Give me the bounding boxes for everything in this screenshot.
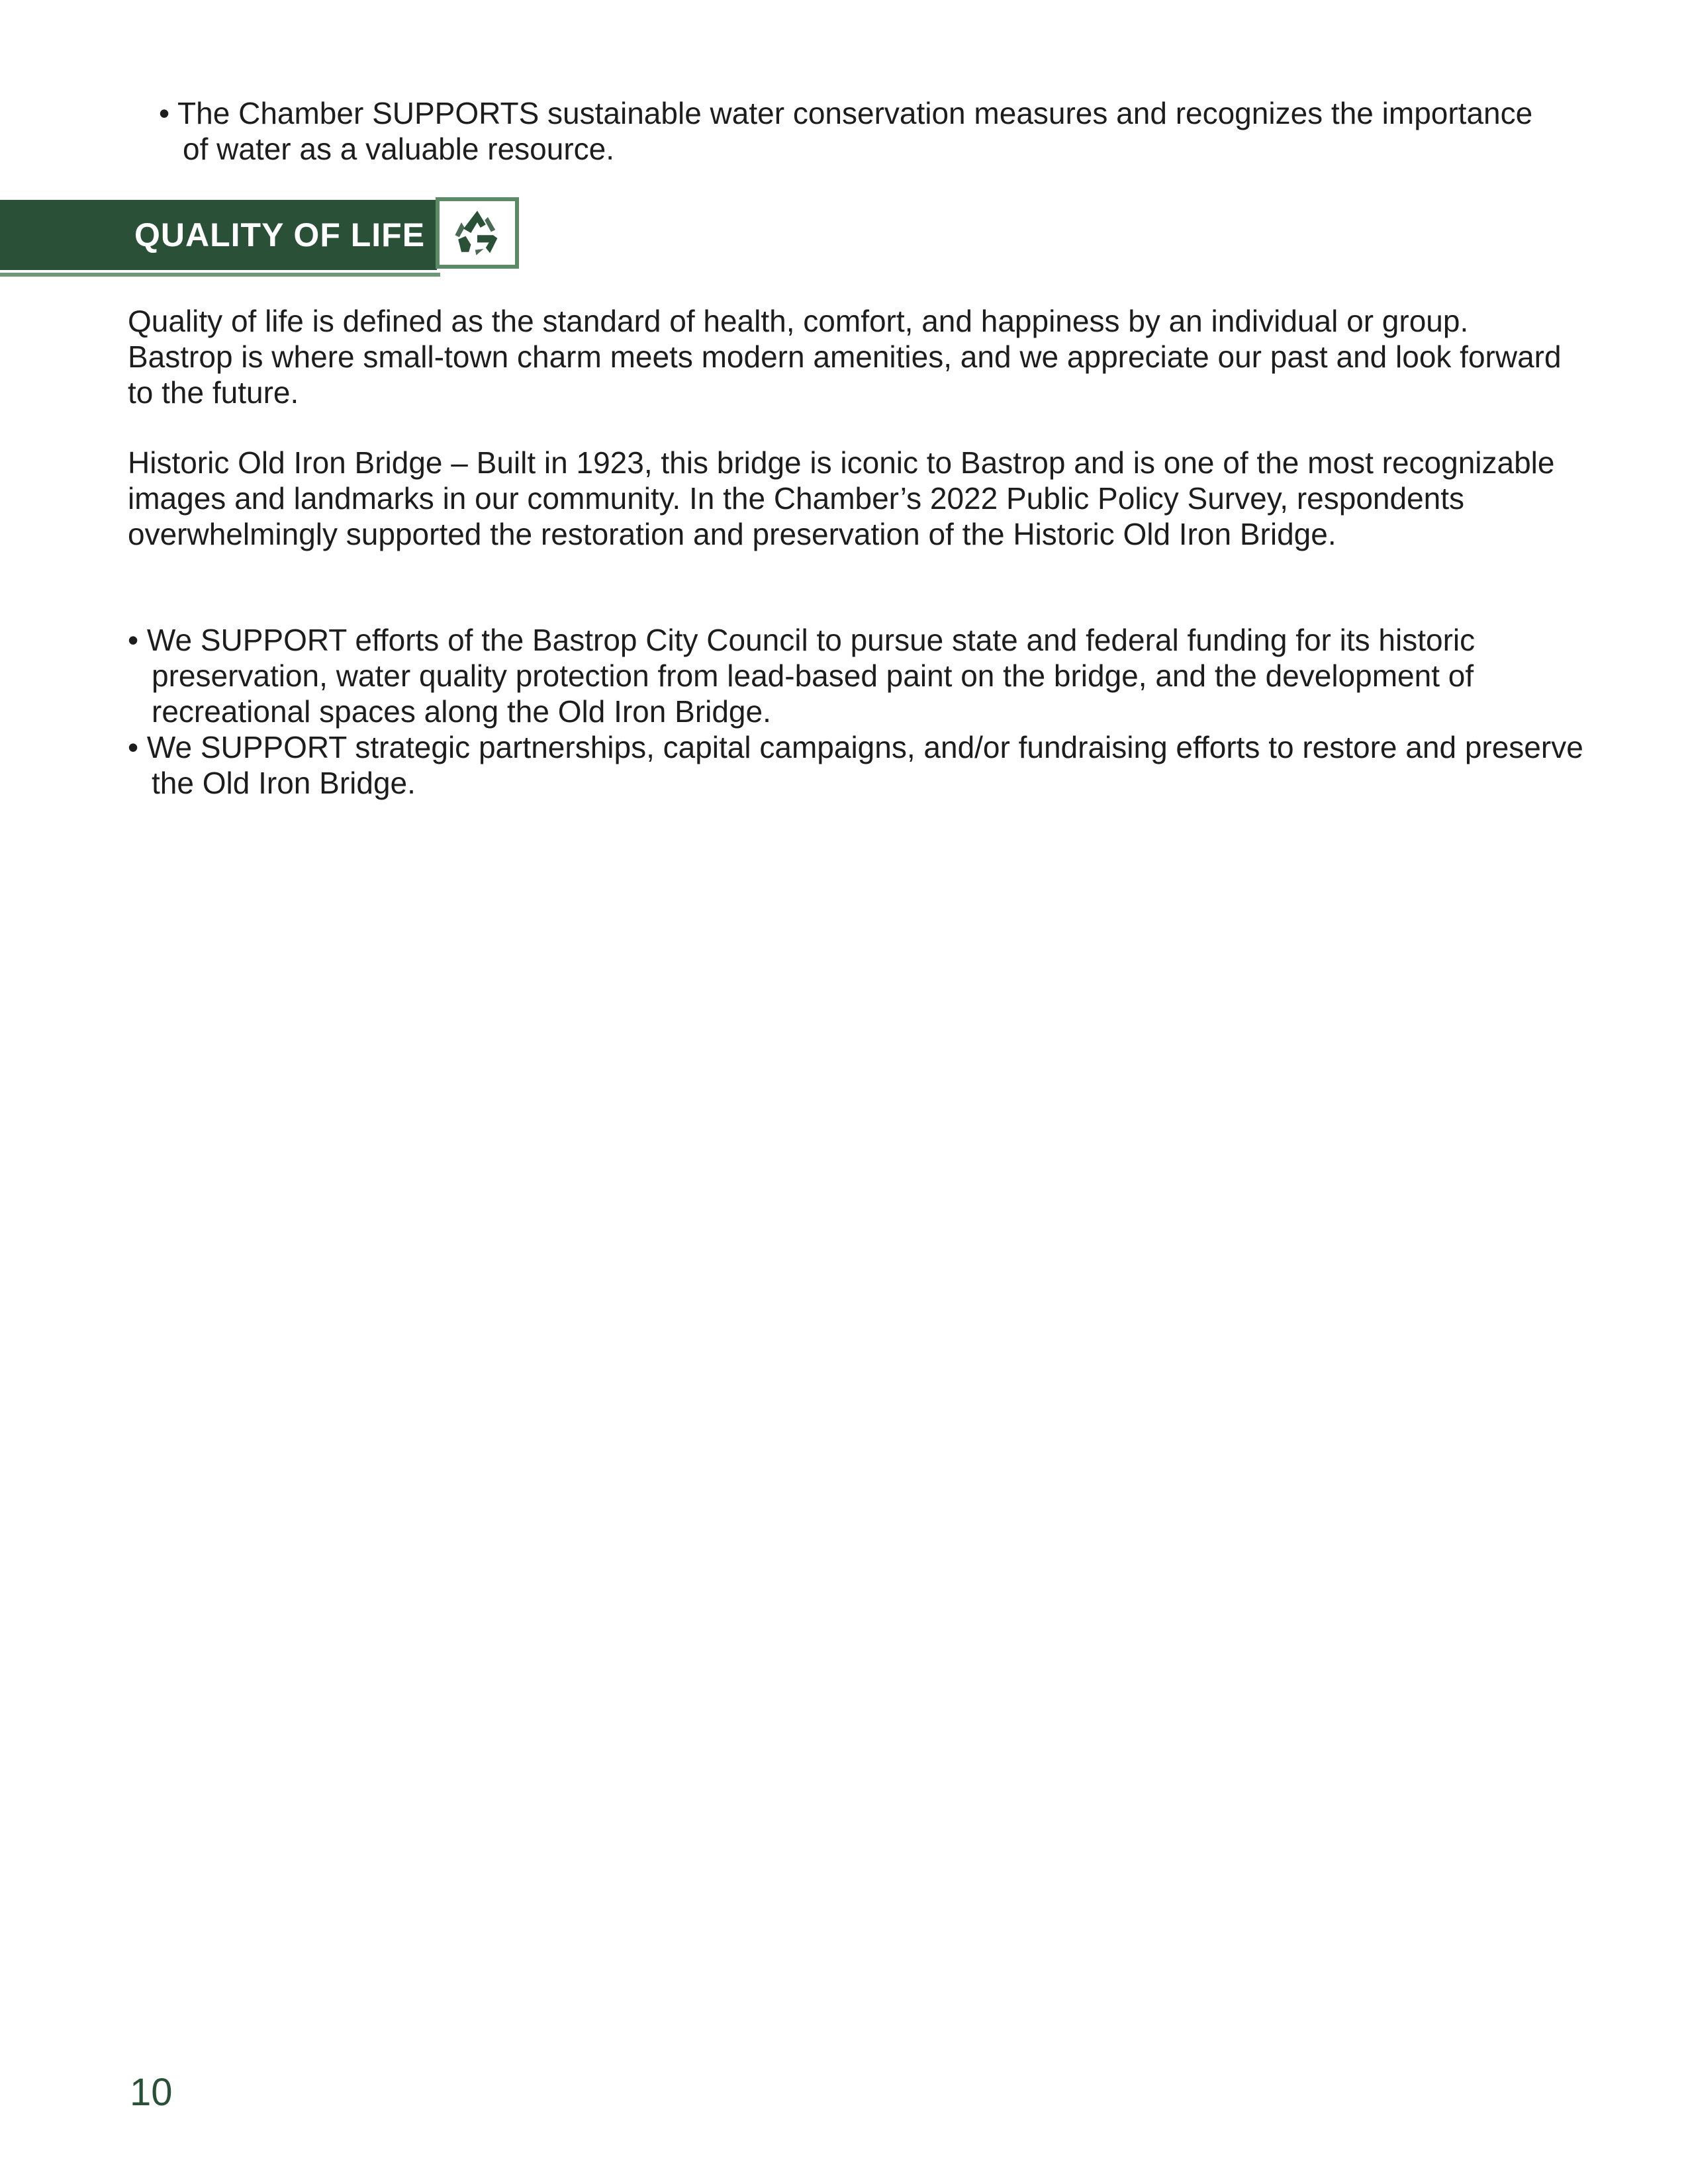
old-iron-bridge-paragraph: Historic Old Iron Bridge – Built in 1923, this bridge is iconic to Bastrop and is one of the most recognizable images and landmarks in our community. In the Chamber’s 2022 Public Policy Survey, respondents overwhelmingly supported the restoration and preservation of the Historic Old Iron Bridge.: [128, 445, 1555, 551]
page-number: 10: [130, 2071, 173, 2114]
section-icon-box: [436, 197, 519, 269]
list-item: • We SUPPORT efforts of the Bastrop City Council to pursue state and federal funding for its historic preservation, water quality protection from lead-based paint on the bridge, and the development of recreational spaces along the Old Iron Bridge.: [128, 623, 1476, 729]
list-item: • We SUPPORT strategic partnerships, capital campaigns, and/or fundraising efforts to restore and preserve the Old Iron Bridge.: [128, 730, 1583, 800]
quality-of-life-intro: Quality of life is defined as the standard of health, comfort, and happiness by an individual or group. Bastrop is where small-town charm meets modern amenities, and we appreciate our past and look forward to the future.: [128, 304, 1562, 410]
section-header-underline: [0, 273, 440, 277]
recycle-icon: [451, 206, 504, 259]
support-bullet-list: [128, 622, 1584, 801]
section-title: QUALITY OF LIFE: [134, 216, 426, 253]
water-conservation-bullet: • The Chamber SUPPORTS sustainable water conservation measures and recognizes the importance of water as a valuable resource.: [159, 96, 1533, 166]
